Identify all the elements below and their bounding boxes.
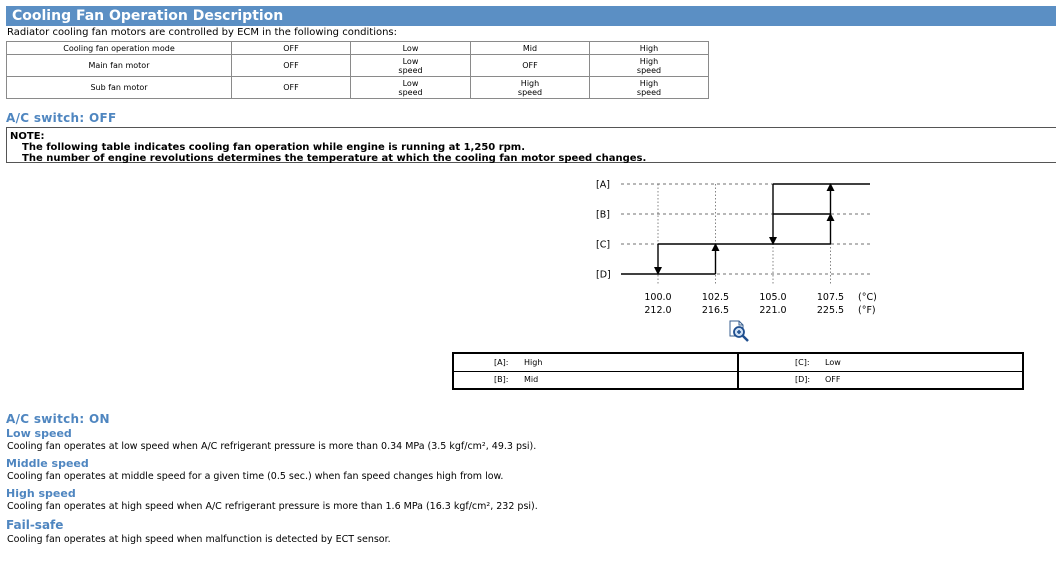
note-line: The number of engine revolutions determines the temperature at which the cooling fan motor speed changes. (22, 153, 647, 164)
table-cell: Low speed (351, 55, 471, 77)
legend-value: Mid (524, 375, 539, 385)
intro-text: Radiator cooling fan motors are controlled by ECM in the following conditions: (7, 27, 398, 38)
table-cell: High speed (590, 77, 709, 99)
table-cell: OFF (232, 77, 351, 99)
fan-conditions-table (6, 41, 709, 99)
chart-legend-table (452, 352, 1024, 390)
legend-key: [C]: (795, 357, 810, 367)
legend-cell (738, 353, 1023, 371)
table-row (7, 77, 709, 99)
x-tick-label-celsius: 107.5 (816, 292, 845, 303)
ac-on-heading: A/C switch: ON (6, 412, 110, 426)
x-tick-label-fahrenheit: 225.5 (816, 305, 845, 316)
x-tick-label-celsius: 102.5 (701, 292, 730, 303)
table-cell: OFF (471, 55, 590, 77)
high-speed-text: Cooling fan operates at high speed when A/C refrigerant pressure is more than 1.6 MPa (16.3 kgf/cm², 232 psi). (7, 501, 538, 512)
table-cell: Sub fan motor (7, 77, 232, 99)
ac-off-heading: A/C switch: OFF (6, 111, 117, 125)
high-speed-heading: High speed (6, 487, 76, 500)
table-cell: High speed (471, 77, 590, 99)
table-cell: Main fan motor (7, 55, 232, 77)
table-cell: Low speed (351, 77, 471, 99)
legend-value: High (524, 357, 543, 367)
note-line: The following table indicates cooling fan operation while engine is running at 1,250 rpm. (22, 142, 526, 153)
level-label: [D] (596, 269, 611, 281)
level-label: [C] (596, 239, 611, 251)
page-title: Cooling Fan Operation Description (6, 6, 1056, 26)
middle-speed-heading: Middle speed (6, 457, 89, 470)
table-cell: Low (351, 42, 471, 55)
legend-key: [B]: (494, 375, 509, 385)
x-tick-label-celsius: 100.0 (644, 292, 672, 303)
table-row (453, 353, 1023, 371)
legend-cell (453, 353, 738, 371)
legend-key: [A]: (494, 357, 509, 367)
x-tick-label-fahrenheit: 212.0 (644, 305, 672, 316)
unit-fahrenheit-label: (°F) (858, 305, 876, 316)
table-row (7, 55, 709, 77)
note-label: NOTE: (10, 131, 45, 142)
level-label: [A] (596, 179, 610, 191)
x-tick-label-fahrenheit: 216.5 (701, 305, 730, 316)
legend-cell (453, 371, 738, 389)
table-cell: High speed (590, 55, 709, 77)
legend-value: Low (825, 357, 841, 367)
table-cell: OFF (232, 55, 351, 77)
middle-speed-text: Cooling fan operates at middle speed for a given time (0.5 sec.) when fan speed changes high from low. (7, 471, 504, 482)
fail-safe-heading: Fail-safe (6, 518, 64, 532)
x-tick-label-celsius: 105.0 (759, 292, 787, 303)
legend-value: OFF (825, 375, 841, 385)
level-label: [B] (596, 209, 610, 221)
table-row (7, 42, 709, 55)
fan-speed-chart (590, 172, 890, 322)
note-box (6, 127, 1056, 163)
table-cell: Mid (471, 42, 590, 55)
unit-celsius-label: (°C) (858, 292, 877, 303)
table-cell: Cooling fan operation mode (7, 42, 232, 55)
fail-safe-text: Cooling fan operates at high speed when malfunction is detected by ECT sensor. (7, 534, 391, 545)
legend-cell (738, 371, 1023, 389)
legend-key: [D]: (795, 375, 811, 385)
x-tick-label-fahrenheit: 221.0 (759, 305, 787, 316)
low-speed-heading: Low speed (6, 427, 72, 440)
table-cell: High (590, 42, 709, 55)
table-cell: OFF (232, 42, 351, 55)
low-speed-text: Cooling fan operates at low speed when A/C refrigerant pressure is more than 0.34 MPa (3.5 kgf/cm², 49.3 psi). (7, 441, 537, 452)
magnifier-zoom-icon[interactable] (728, 320, 750, 342)
table-row (453, 371, 1023, 389)
